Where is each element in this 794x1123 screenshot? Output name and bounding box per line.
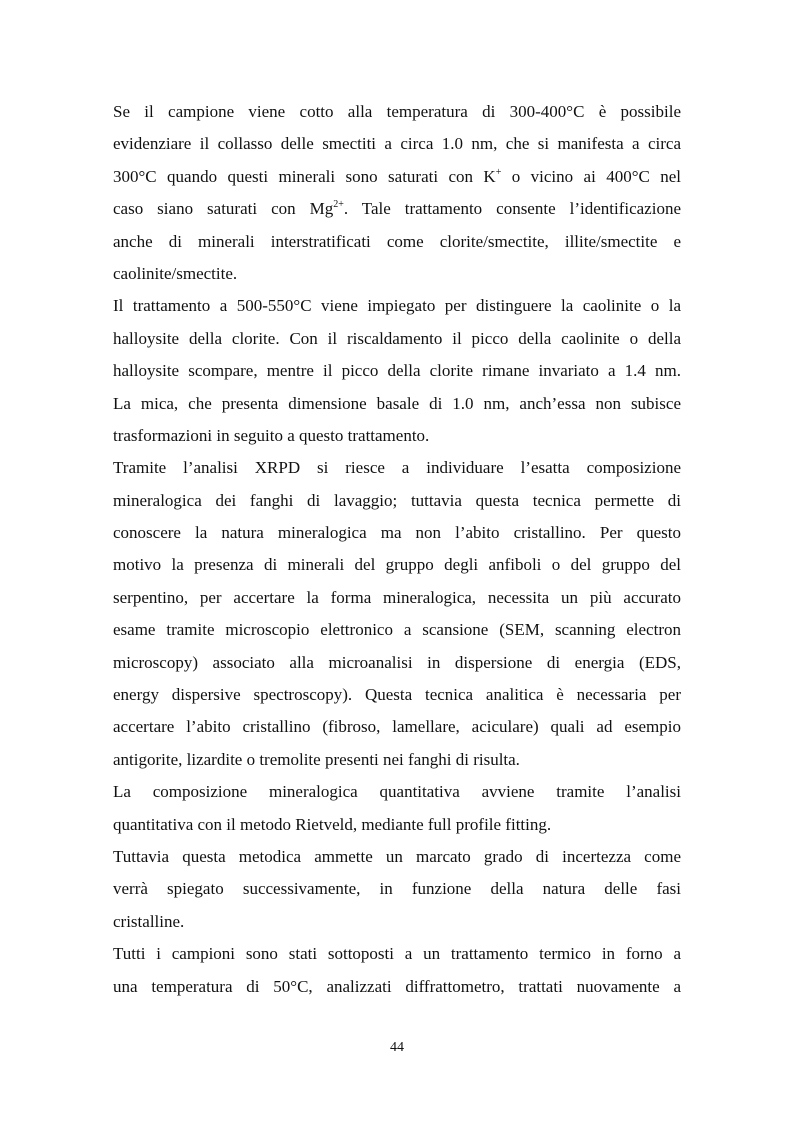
text-line: cristalline. <box>113 911 185 931</box>
text-line: serpentino, per accertare la forma mineralogica, necessita un più accurato <box>113 587 681 607</box>
text-segment: o vicino ai 400°C nel <box>501 166 681 186</box>
paragraph-6 <box>113 938 681 1003</box>
text-line: anche di minerali interstratificati come clorite/smectite, illite/smectite e <box>113 231 681 251</box>
text-line: antigorite, lizardite o tremolite presenti nei fanghi di risulta. <box>113 749 520 769</box>
text-line: Tramite l’analisi XRPD si riesce a individuare l’esatta composizione <box>113 458 681 478</box>
text-line: microscopy) associato alla microanalisi in dispersione di energia (EDS, <box>113 652 681 672</box>
text-line: esame tramite microscopio elettronico a scansione (SEM, scanning electron <box>113 620 681 640</box>
text-line: mineralogica dei fanghi di lavaggio; tuttavia questa tecnica permette di <box>113 490 681 510</box>
text-segment: . Tale trattamento consente l’identificazione <box>343 199 681 219</box>
text-line: Il trattamento a 500-550°C viene impiegato per distinguere la caolinite o la <box>113 296 681 316</box>
text-line: halloysite della clorite. Con il riscaldamento il picco della caolinite o della <box>113 328 681 348</box>
text-line: verrà spiegato successivamente, in funzione della natura delle fasi <box>113 879 681 899</box>
text-line <box>113 193 681 225</box>
text-line: evidenziare il collasso delle smectiti a circa 1.0 nm, che si manifesta a circa <box>113 134 681 154</box>
text-line: Se il campione viene cotto alla temperatura di 300-400°C è possibile <box>113 102 681 121</box>
text-line: motivo la presenza di minerali del gruppo degli anfiboli o del gruppo del <box>113 555 681 575</box>
text-line: halloysite scompare, mentre il picco della clorite rimane invariato a 1.4 nm. <box>113 361 681 381</box>
document-page <box>113 96 681 1003</box>
text-line: energy dispersive spectroscopy). Questa tecnica analitica è necessaria per <box>113 685 681 705</box>
superscript: 2+ <box>333 199 344 211</box>
text-line: trasformazioni in seguito a questo trattamento. <box>113 425 430 445</box>
text-segment: caso siano saturati con Mg <box>113 199 334 219</box>
text-line: accertare l’abito cristallino (fibroso, lamellare, aciculare) quali ad esempio <box>113 717 681 737</box>
paragraph-3 <box>113 452 681 776</box>
text-line: conoscere la natura mineralogica ma non l’abito cristallino. Per questo <box>113 523 681 543</box>
text-line: La mica, che presenta dimensione basale di 1.0 nm, anch’essa non subisce <box>113 393 681 413</box>
text-line <box>113 161 681 193</box>
superscript: + <box>495 166 502 178</box>
text-line: quantitativa con il metodo Rietveld, mediante full profile fitting. <box>113 814 552 834</box>
paragraph-5 <box>113 841 681 938</box>
text-line: una temperatura di 50°C, analizzati diffrattometro, trattati nuovamente a <box>113 976 681 996</box>
text-line: caolinite/smectite. <box>113 263 238 283</box>
paragraph-1 <box>113 96 681 290</box>
text-line: La composizione mineralogica quantitativa avviene tramite l’analisi <box>113 782 681 802</box>
paragraph-4 <box>113 776 681 841</box>
paragraph-2 <box>113 290 681 452</box>
page-number: 44 <box>390 1040 404 1055</box>
text-line: Tutti i campioni sono stati sottoposti a un trattamento termico in forno a <box>113 944 681 964</box>
text-segment: 300°C quando questi minerali sono saturati con K <box>113 166 496 186</box>
text-line: Tuttavia questa metodica ammette un marcato grado di incertezza come <box>113 846 681 866</box>
